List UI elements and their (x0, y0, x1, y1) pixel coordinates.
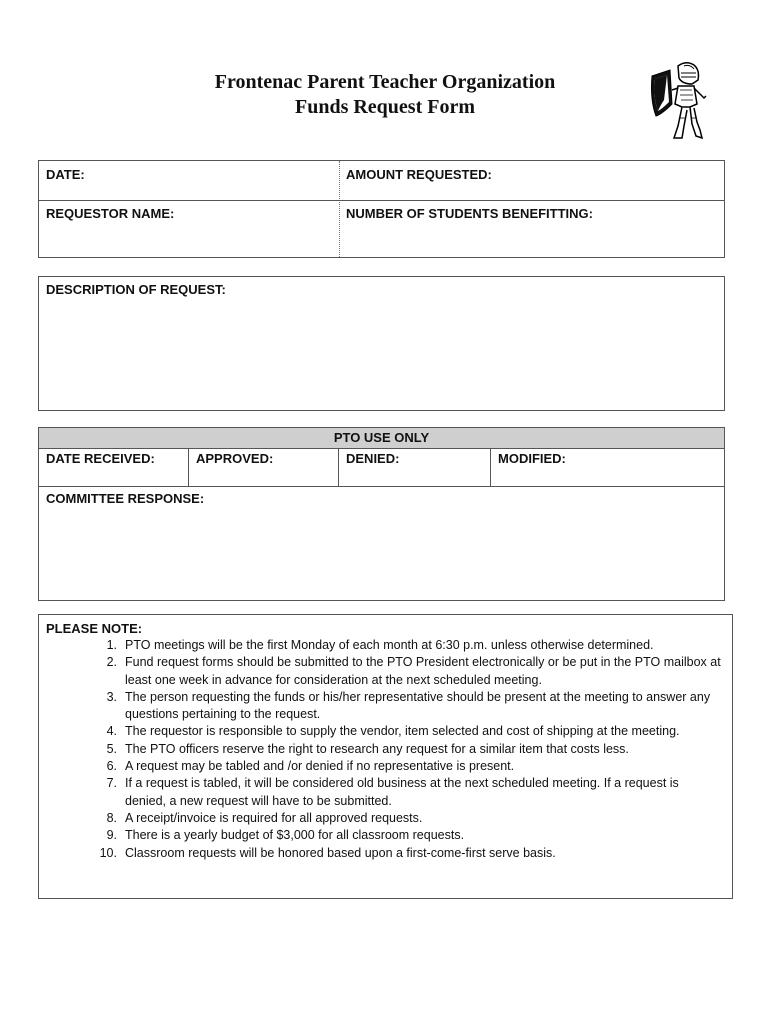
form-title: Funds Request Form (294, 96, 475, 118)
list-item: 9. There is a yearly budget of $3,000 for all classroom requests. (106, 828, 465, 843)
list-item: 1. PTO meetings will be the first Monday of each month at 6:30 p.m. unless otherwise determined. (106, 638, 654, 652)
denied-cell (339, 448, 491, 486)
knight-mascot-icon (644, 60, 714, 144)
amount-requested-label: AMOUNT REQUESTED: (346, 167, 492, 182)
pto-use-only-table (38, 427, 725, 601)
date-received-label: DATE RECEIVED: (46, 451, 155, 466)
approved-cell (189, 448, 339, 486)
list-item: 8. A receipt/invoice is required for all approved requests. (106, 810, 423, 825)
date-label: DATE: (46, 167, 85, 182)
organization-title: Frontenac Parent Teacher Organization (214, 71, 556, 93)
requestor-info-table (38, 160, 725, 258)
pto-use-only-header: PTO USE ONLY (39, 428, 724, 449)
committee-response-label: COMMITTEE RESPONSE: (46, 491, 205, 506)
description-label: DESCRIPTION OF REQUEST: (46, 282, 226, 297)
please-note-label: PLEASE NOTE: (46, 621, 143, 636)
list-item: 4. The requestor is responsible to supply the vendor, item selected and cost of shipping at the meeting. (106, 724, 680, 739)
description-box (38, 276, 725, 411)
denied-label: DENIED: (346, 451, 400, 466)
notes-list (83, 637, 723, 862)
list-item: 3. The person requesting the funds or his/her representative should be present at the meeting to answer any questions pertaining to the request. (106, 689, 711, 722)
modified-label: MODIFIED: (498, 451, 566, 466)
requestor-name-label: REQUESTOR NAME: (46, 206, 175, 221)
list-item: 5. The PTO officers reserve the right to research any request for a similar item that costs less. (106, 741, 629, 756)
list-item: 7. If a request is tabled, it will be considered old business at the next scheduled meeting. If a request is denied, a new request will have to be submitted. (106, 776, 679, 808)
students-benefitting-label: NUMBER OF STUDENTS BENEFITTING: (346, 206, 593, 221)
list-item: 6. A request may be tabled and /or denied if no representative is present. (106, 759, 515, 774)
list-item: 2. Fund request forms should be submitted to the PTO President electronically or be put in the PTO mailbox at least one week in advance for consideration at the next scheduled meeting. (106, 655, 721, 687)
pto-decision-row (39, 448, 724, 487)
please-note-box (38, 614, 733, 899)
list-item: 10. Classroom requests will be honored based upon a first-come-first serve basis. (99, 845, 556, 860)
approved-label: APPROVED: (196, 451, 274, 466)
date-received-cell (39, 448, 189, 486)
modified-cell (491, 448, 724, 486)
